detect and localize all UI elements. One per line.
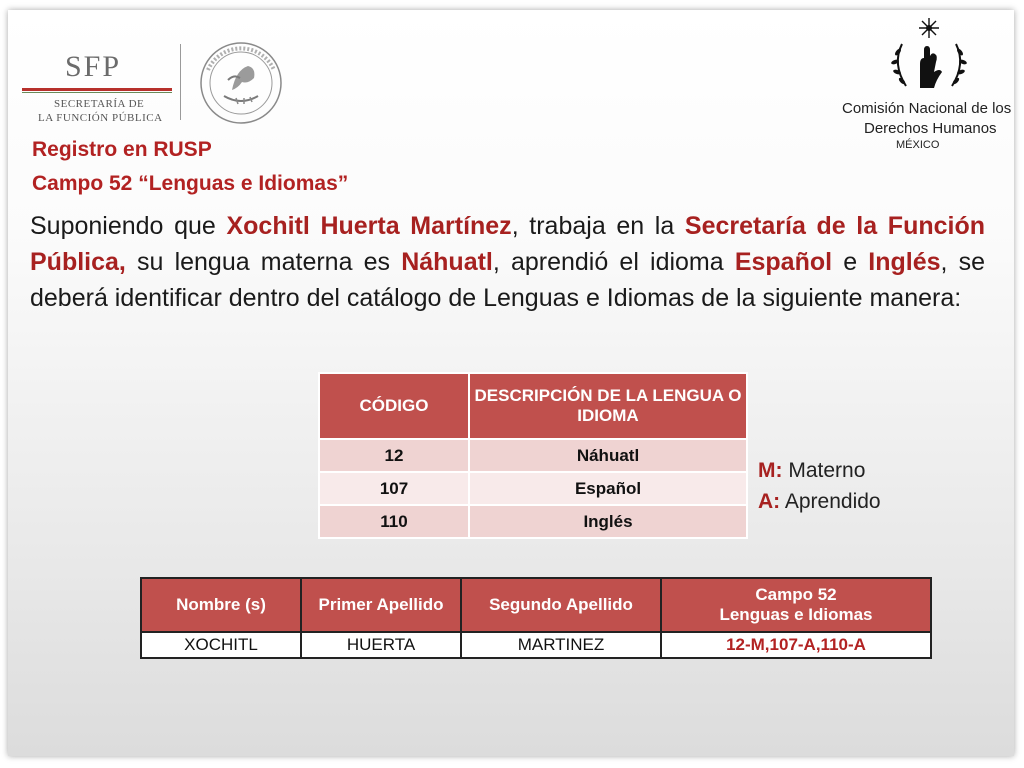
sfp-logo — [22, 46, 172, 126]
logo-divider — [180, 44, 181, 120]
legend — [758, 455, 881, 517]
legend-m-value: Materno — [782, 459, 866, 482]
heading-registro: Registro en RUSP — [32, 138, 212, 161]
catalog-description: Náhuatl — [469, 439, 747, 472]
cell-primer-apellido: HUERTA — [301, 632, 461, 658]
para-text-4: , aprendió el idioma — [492, 248, 735, 276]
cndh-name-line-2: Derechos Humanos — [864, 120, 997, 137]
header-campo52-line1: Campo 52 — [755, 585, 837, 604]
catalog-header-row — [319, 373, 747, 439]
catalog-row — [319, 472, 747, 505]
header-nombre: Nombre (s) — [141, 578, 301, 632]
header-segundo-apellido — [461, 578, 661, 632]
header-primer-apellido: Primer Apellido — [301, 578, 461, 632]
cell-segundo-apellido: MARTINEZ — [461, 632, 661, 658]
catalog-row — [319, 505, 747, 538]
sfp-red-line — [22, 88, 172, 91]
person-row — [141, 632, 931, 658]
cndh-name-line-1: Comisión Nacional de los — [842, 100, 1012, 117]
catalog-row — [319, 439, 747, 472]
cndh-hand-icon — [884, 14, 974, 100]
para-text-5: e — [832, 248, 869, 276]
language-catalog-table — [318, 372, 748, 539]
para-text-3: su lengua materna es — [125, 248, 402, 276]
cndh-logo — [834, 10, 1014, 160]
catalog-code: 12 — [319, 439, 469, 472]
sfp-subtitle-1: SECRETARÍA DE — [54, 98, 145, 110]
cell-nombre: XOCHITL — [141, 632, 301, 658]
legend-a-value: Aprendido — [780, 490, 881, 513]
para-text-2: , trabaja en la — [511, 212, 685, 240]
slide — [8, 10, 1014, 756]
legend-a-key: A: — [758, 490, 781, 513]
legend-m-key: M: — [758, 459, 783, 482]
mexico-seal-icon — [198, 40, 284, 126]
sfp-green-line — [22, 92, 172, 93]
catalog-header-description: DESCRIPCIÓN DE LA LENGUA O IDIOMA — [469, 373, 747, 439]
para-learned-language-2: Inglés — [868, 248, 941, 276]
legend-materno — [758, 455, 881, 486]
catalog-code: 107 — [319, 472, 469, 505]
para-person-name: Xochitl Huerta Martínez — [226, 212, 512, 240]
person-record-table — [140, 577, 932, 659]
header-campo52-line2: Lenguas e Idiomas — [719, 605, 873, 624]
cell-campo52: 12-M,107-A,110-A — [661, 632, 931, 658]
catalog-header-code: CÓDIGO — [319, 373, 469, 439]
header-segundo-apellido-label: Segundo Apellido — [489, 595, 633, 614]
para-text-1: Suponiendo que — [30, 212, 227, 240]
header-campo52 — [661, 578, 931, 632]
legend-aprendido — [758, 486, 881, 517]
sfp-acronym: SFP — [65, 50, 122, 83]
person-header-row — [141, 578, 931, 632]
cndh-name-line-3: MÉXICO — [896, 139, 940, 151]
catalog-description: Español — [469, 472, 747, 505]
para-learned-language-1: Español — [734, 248, 833, 276]
para-mother-language: Náhuatl — [401, 248, 493, 276]
catalog-code: 110 — [319, 505, 469, 538]
para-text-6: , se deberá identificar dentro del catálogo de Lenguas e Idiomas de la siguiente manera: — [30, 248, 986, 312]
catalog-description: Inglés — [469, 505, 747, 538]
sfp-subtitle-2: LA FUNCIÓN PÚBLICA — [38, 112, 163, 124]
para-dependency: Secretaría de la Función Pública, — [30, 212, 986, 276]
instruction-paragraph — [30, 208, 985, 316]
heading-campo52: Campo 52 “Lenguas e Idiomas” — [32, 172, 349, 195]
